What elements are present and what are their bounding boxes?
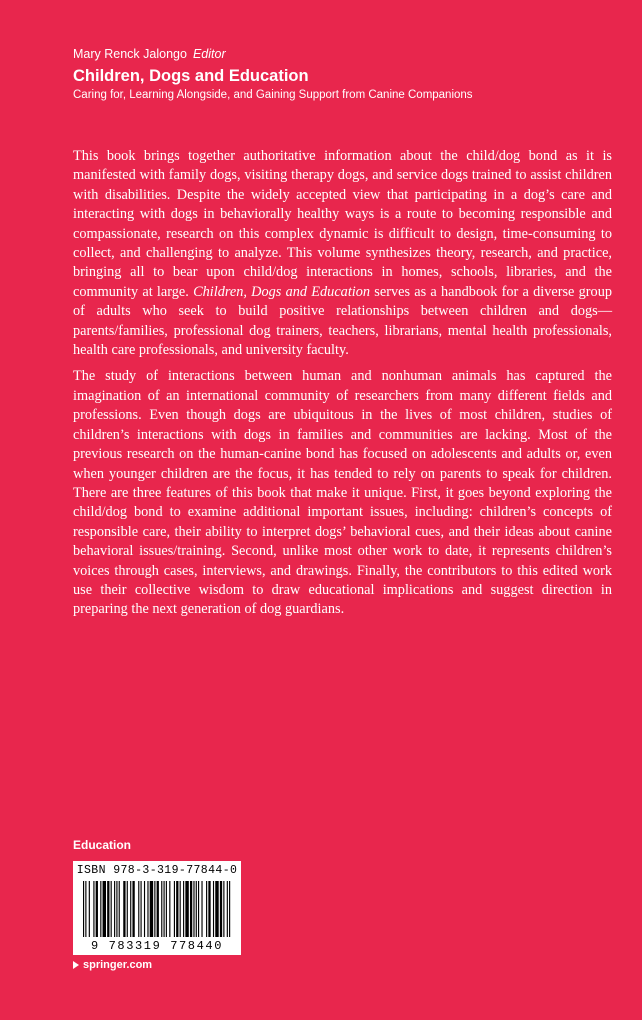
barcode-bar bbox=[154, 881, 155, 937]
arrow-right-icon bbox=[73, 961, 79, 969]
barcode-bar bbox=[227, 881, 228, 937]
p1-after: serves as a handbook for a diverse group of adults who seek to build positive relationships between children and dogs—parents/families, professional dog trainers, teachers, librarians, mental health professionals, health care professionals, and university faculty. bbox=[73, 283, 613, 359]
book-title: Children, Dogs and Education bbox=[73, 67, 309, 85]
barcode-bar bbox=[180, 881, 181, 937]
barcode-bar bbox=[89, 881, 90, 937]
website-label: springer.com bbox=[83, 959, 153, 971]
isbn-label: ISBN 978-3-319-77844-0 bbox=[76, 864, 238, 877]
barcode-bar bbox=[93, 881, 94, 937]
barcode-bar bbox=[201, 881, 202, 937]
ean-digits: 9 783319 778440 bbox=[90, 939, 224, 953]
barcode-bar bbox=[223, 881, 224, 937]
editor-name: Mary Renck Jalongo bbox=[73, 47, 187, 61]
barcode-bar bbox=[116, 881, 117, 937]
barcode-bar bbox=[114, 881, 115, 937]
barcode-bar bbox=[85, 881, 86, 937]
blurb-paragraph-2: The study of interactions between human and nonhuman animals has captured the imagination of an international community of researchers from many different fields and professions. Even though dogs are ubiquitous in the lives of most children, studies of children’s interactions with dogs in families and communities are lacking. Most of the previous research on the human-canine bond has focused on adolescents and adults or, even when younger children are the focus, it has tended to rely on parents to speak for children. There are three features of this book that make it unique. First, it goes beyond exploring the child/dog bond to examine additional important issues, including: children’s concepts of responsible care, their ability to interpret dogs’ behavioral cues, and their ideas about canine behavioral issues/training. Second, unlike most other work to date, it represents children’s voices through cases, interviews, and drawings. Finally, the contributors to this edited work use their collective wisdom to draw educational implications and suggest direction in preparing the next generation of dog guardians. bbox=[73, 368, 612, 618]
barcode-bar bbox=[190, 881, 192, 937]
barcode-bar bbox=[169, 881, 170, 937]
barcode-bar bbox=[161, 881, 162, 937]
barcode-bar bbox=[83, 881, 84, 937]
barcode-bar bbox=[176, 881, 178, 937]
barcode-bar bbox=[138, 881, 139, 937]
barcode-bar bbox=[220, 881, 222, 937]
barcode-bar bbox=[164, 881, 165, 937]
barcode-bar bbox=[213, 881, 214, 937]
barcode-bar bbox=[185, 881, 188, 937]
barcode-bar bbox=[141, 881, 142, 937]
barcode bbox=[73, 861, 241, 955]
barcode-bar bbox=[206, 881, 207, 937]
barcode-bar bbox=[174, 881, 175, 937]
editor-role: Editor bbox=[192, 47, 226, 61]
barcode-bar bbox=[193, 881, 194, 937]
barcode-bar bbox=[144, 881, 145, 937]
barcode-bar bbox=[229, 881, 230, 937]
p1-before: This book brings together authoritative information about the child/dog bond as it is manifested with family dogs, visiting therapy dogs, and service dogs trained to assist children with disabilities. Despite the widely accepted view that participating in a dog’s care and interacting with dogs in behaviorally healthy ways is a route to becoming responsible and compassionate, research on this complex dynamic is difficult to design, time-consuming to collect, and challenging to analyze. This volume synthesizes theory, research, and practice, bringing all to bear upon child/dog interactions in homes, schools, libraries, and the community at large. bbox=[73, 148, 612, 300]
barcode-bar bbox=[147, 881, 148, 937]
barcode-bar bbox=[196, 881, 197, 937]
barcode-bar bbox=[208, 881, 210, 937]
blurb-paragraph-1 bbox=[73, 147, 612, 360]
barcode-bar bbox=[157, 881, 159, 937]
barcode-bar bbox=[100, 881, 101, 937]
barcode-bar bbox=[127, 881, 128, 937]
header-block bbox=[73, 46, 613, 103]
barcode-bar bbox=[103, 881, 106, 937]
barcode-bar bbox=[96, 881, 98, 937]
barcode-bar bbox=[183, 881, 184, 937]
barcode-bar bbox=[215, 881, 218, 937]
barcode-bars bbox=[79, 881, 235, 939]
barcode-bar bbox=[119, 881, 120, 937]
barcode-bar bbox=[123, 881, 125, 937]
barcode-bar bbox=[198, 881, 199, 937]
p1-book-title: Children, Dogs and Education bbox=[193, 283, 371, 300]
barcode-bar bbox=[107, 881, 109, 937]
subject-category: Education bbox=[73, 838, 132, 852]
publisher-website[interactable] bbox=[73, 958, 152, 972]
blurb bbox=[73, 147, 612, 627]
book-subtitle: Caring for, Learning Alongside, and Gaining Support from Canine Companions bbox=[73, 89, 473, 101]
editor-line bbox=[73, 46, 613, 62]
barcode-bar bbox=[132, 881, 134, 937]
barcode-bar bbox=[150, 881, 153, 937]
barcode-bar bbox=[166, 881, 167, 937]
barcode-bar bbox=[111, 881, 112, 937]
barcode-bar bbox=[130, 881, 131, 937]
